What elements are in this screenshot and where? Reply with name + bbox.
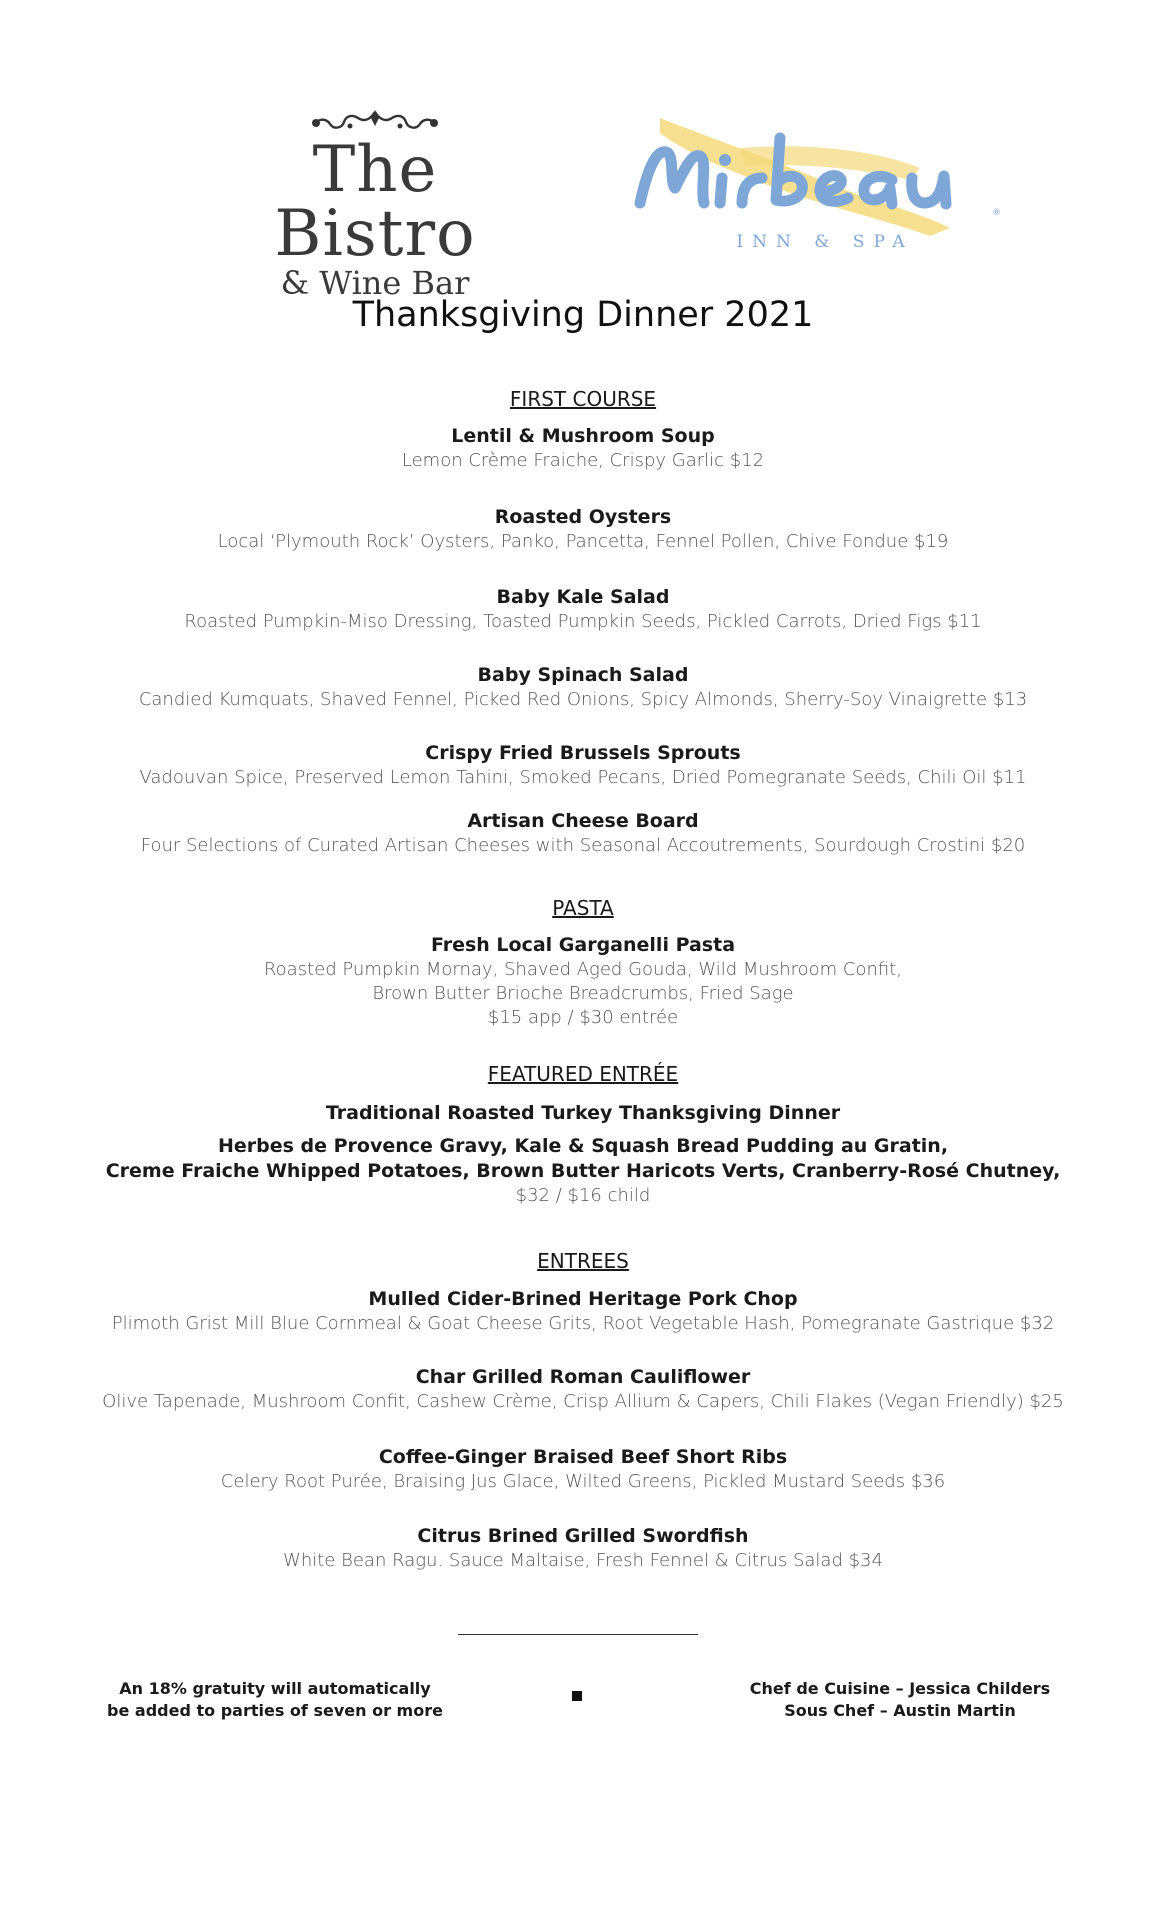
item-name: Char Grilled Roman Cauliflower: [415, 1366, 751, 1388]
entrees-section: [0, 1248, 1166, 1274]
item-description: Local ‘Plymouth Rock’ Oysters, Panko, Pancetta, Fennel Pollen, Chive Fondue $19: [217, 531, 949, 552]
gratuity-line: be added to parties of seven or more: [107, 1701, 443, 1720]
item-description: Vadouvan Spice, Preserved Lemon Tahini, Smoked Pecans, Dried Pomegranate Seeds, Chili Oil $11: [139, 767, 1027, 788]
menu-item: [0, 663, 1166, 712]
mirbeau-wordmark-icon: [630, 108, 1010, 238]
item-price: $32 / $16 child: [515, 1185, 651, 1206]
item-description: Plimoth Grist Mill Blue Cornmeal & Goat Cheese Grits, Root Vegetable Hash, Pomegranate Gastrique $32: [111, 1313, 1055, 1334]
item-name: Baby Kale Salad: [496, 586, 670, 608]
item-description: Olive Tapenade, Mushroom Confit, Cashew Crème, Crisp Allium & Capers, Chili Flakes (Vegan Friendly) $25: [102, 1391, 1064, 1412]
pasta-section: [0, 895, 1166, 921]
page-title: Thanksgiving Dinner 2021: [352, 295, 814, 335]
menu-item: [0, 424, 1166, 473]
menu-item: [0, 1445, 1166, 1494]
bistro-logo: [205, 108, 545, 302]
gratuity-note: [90, 1678, 460, 1722]
menu-item: [0, 1287, 1166, 1336]
item-name: Citrus Brined Grilled Swordfish: [417, 1525, 749, 1547]
item-name: Coffee-Ginger Braised Beef Short Ribs: [378, 1446, 788, 1468]
item-name: Artisan Cheese Board: [467, 810, 699, 832]
chef-credits: [720, 1678, 1080, 1722]
item-name: Mulled Cider-Brined Heritage Pork Chop: [368, 1288, 798, 1310]
menu-item: [0, 741, 1166, 790]
section-heading: FEATURED ENTRÉE: [487, 1062, 679, 1086]
menu-item: [0, 809, 1166, 858]
item-details: Herbes de Provence Gravy, Kale & Squash Bread Pudding au Gratin,: [217, 1135, 949, 1157]
square-bullet-icon: [572, 1691, 582, 1701]
menu-item: [0, 1101, 1166, 1126]
item-name: Traditional Roasted Turkey Thanksgiving Dinner: [325, 1102, 841, 1124]
item-name: Crispy Fried Brussels Sprouts: [425, 742, 741, 764]
logo-row: [0, 108, 1166, 302]
item-name: Baby Spinach Salad: [477, 664, 689, 686]
item-description: Four Selections of Curated Artisan Cheeses with Seasonal Accoutrements, Sourdough Crostini $20: [140, 835, 1026, 856]
menu-item: [0, 1524, 1166, 1573]
bistro-name: The Bistro: [274, 133, 476, 271]
menu-item-details: [0, 1134, 1166, 1208]
item-description: Roasted Pumpkin Mornay, Shaved Aged Gouda, Wild Mushroom Confit,: [263, 959, 903, 980]
item-details: Creme Fraiche Whipped Potatoes, Brown Butter Haricots Verts, Cranberry-Rosé Chutney,: [105, 1160, 1061, 1182]
section-heading: PASTA: [552, 896, 614, 920]
item-description: Candied Kumquats, Shaved Fennel, Picked Red Onions, Spicy Almonds, Sherry-Soy Vinaigrette $13: [138, 689, 1028, 710]
section-heading: FIRST COURSE: [509, 387, 657, 411]
item-description: Celery Root Purée, Braising Jus Glace, Wilted Greens, Pickled Mustard Seeds $36: [220, 1471, 946, 1492]
item-description: White Bean Ragu. Sauce Maltaise, Fresh Fennel & Citrus Salad $34: [283, 1550, 883, 1571]
menu-item: [0, 1365, 1166, 1414]
section-heading: ENTREES: [537, 1249, 629, 1273]
menu-item: [0, 585, 1166, 634]
registered-mark: ®: [992, 208, 1001, 218]
item-name: Lentil & Mushroom Soup: [451, 425, 715, 447]
item-description: Brown Butter Brioche Breadcrumbs, Fried Sage: [372, 983, 794, 1004]
menu-item: [0, 505, 1166, 554]
item-description: Lemon Crème Fraiche, Crispy Garlic $12: [401, 450, 765, 471]
chef-line: Sous Chef – Austin Martin: [784, 1701, 1016, 1720]
bistro-subtitle: & Wine Bar: [280, 264, 470, 302]
mirbeau-logo: [630, 108, 1010, 258]
chef-line: Chef de Cuisine – Jessica Childers: [749, 1679, 1051, 1698]
gratuity-line: An 18% gratuity will automatically: [119, 1679, 431, 1698]
menu-item: [0, 933, 1166, 1030]
ornament-icon: [300, 108, 450, 134]
item-price: $15 app / $30 entrée: [487, 1007, 679, 1028]
featured-section: [0, 1061, 1166, 1087]
item-name: Roasted Oysters: [494, 506, 672, 528]
mirbeau-subtitle: INN & SPA: [736, 232, 914, 252]
divider: [458, 1634, 698, 1635]
item-description: Roasted Pumpkin-Miso Dressing, Toasted Pumpkin Seeds, Pickled Carrots, Dried Figs $11: [184, 611, 982, 632]
first-course-section: [0, 386, 1166, 412]
item-name: Fresh Local Garganelli Pasta: [430, 934, 736, 956]
